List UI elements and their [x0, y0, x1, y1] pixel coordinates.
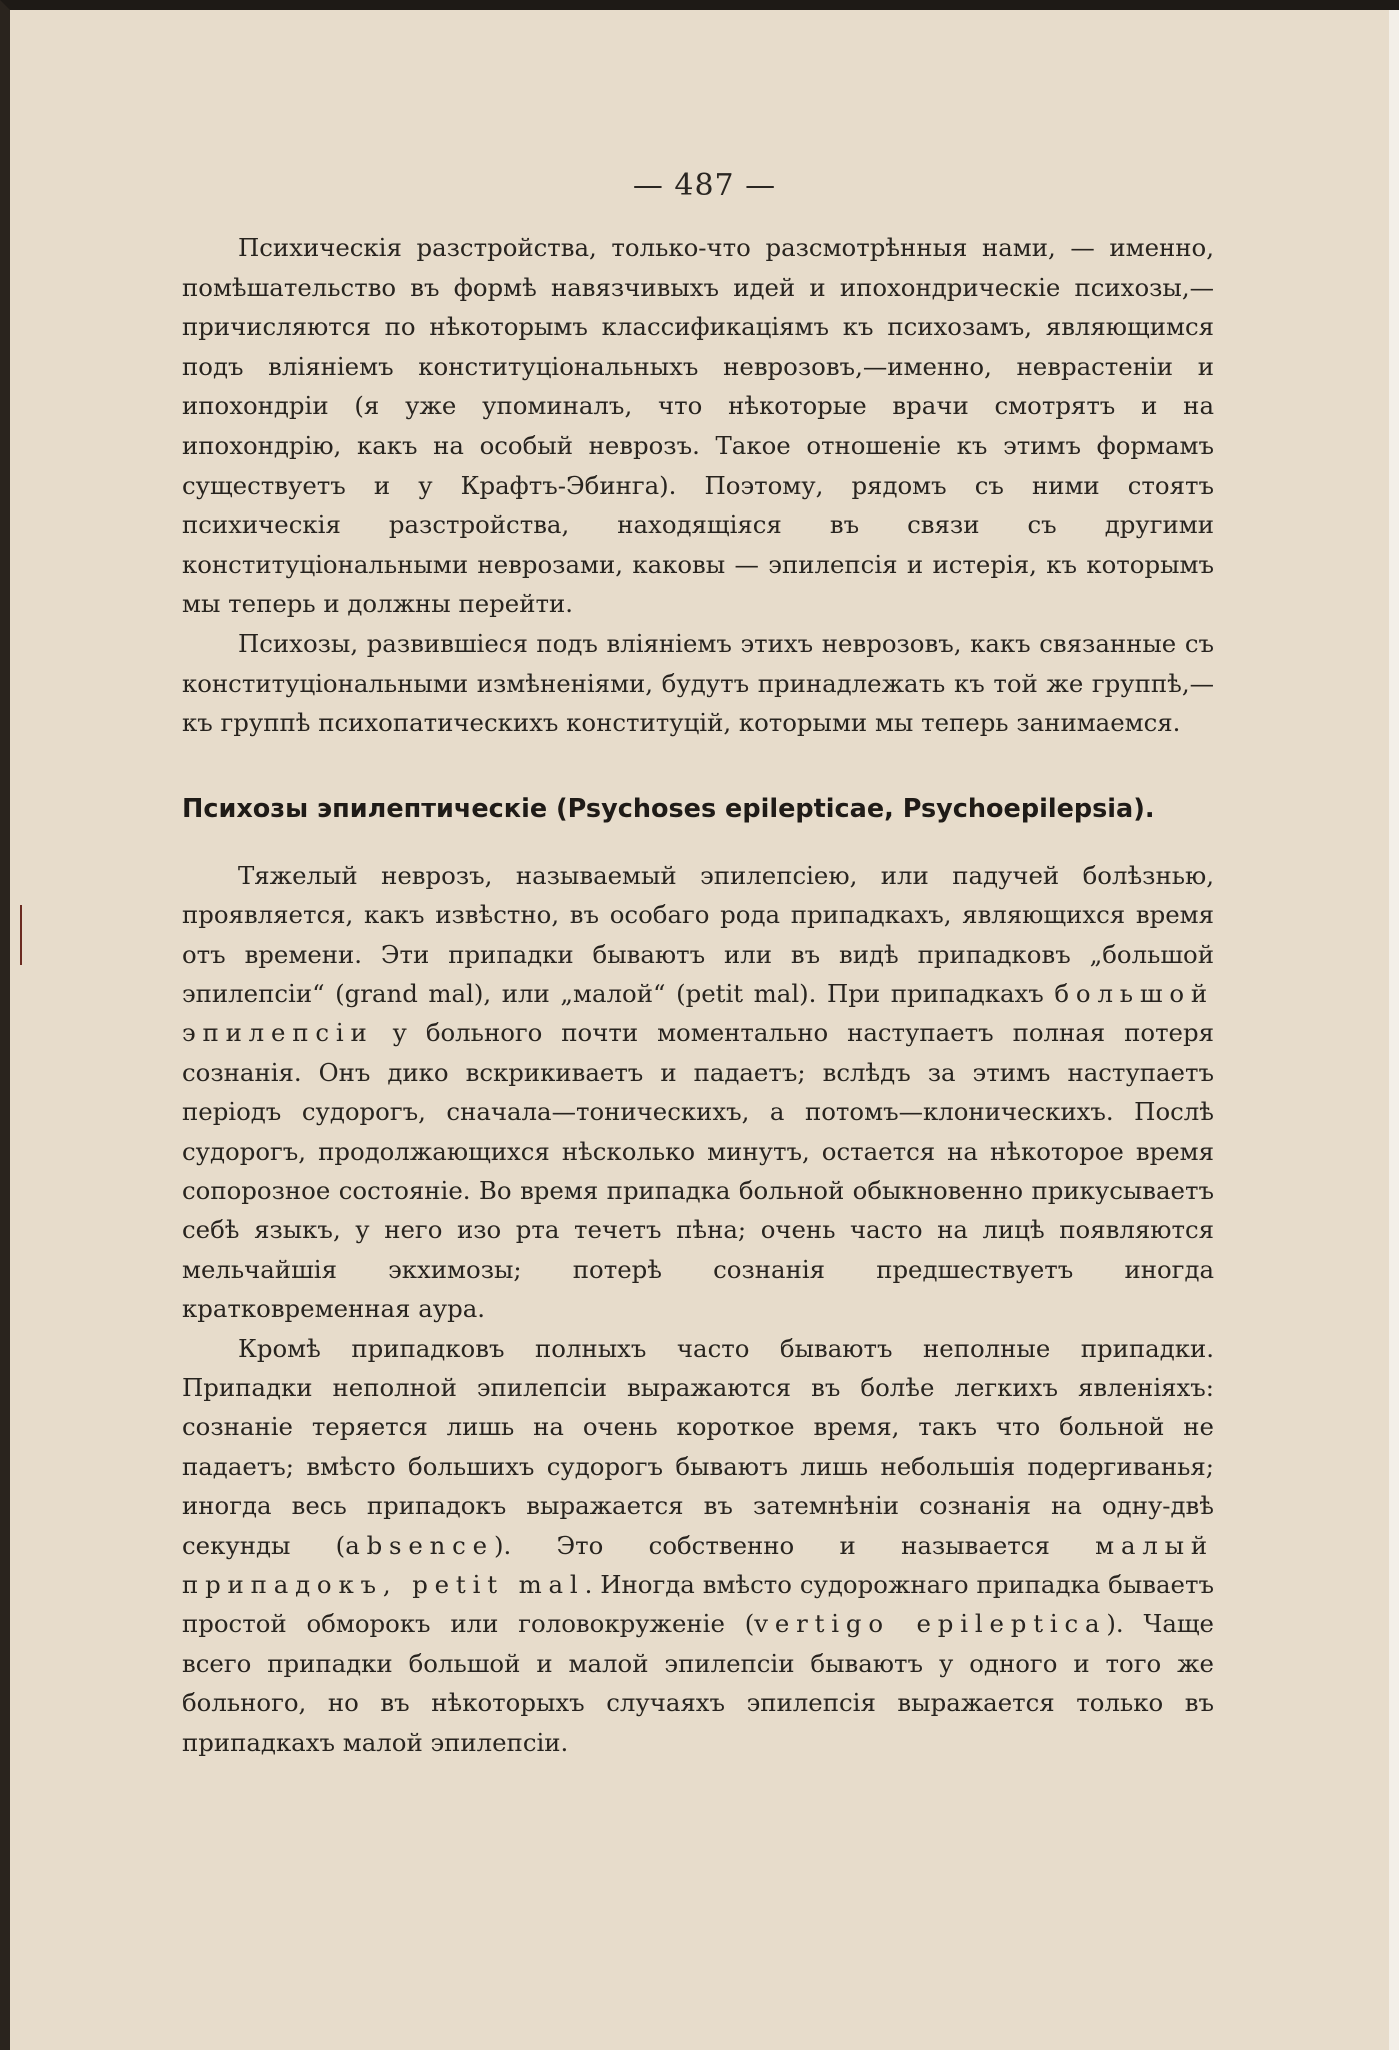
emphasis-text: vertigo epileptica [754, 1609, 1107, 1639]
text-run: Кромѣ припадковъ полныхъ часто бываютъ неполные припадки. Припадки неполной эпилепсіи выражаются въ болѣе легкихъ явленіяхъ: сознаніе теряется лишь на очень короткое время, такъ что больной не падаетъ; вмѣсто большихъ судорогъ бываютъ лишь небольшія подергиванья; иногда весь припадокъ выражается въ затемнѣніи сознанія на одну-двѣ секунды ( [182, 1333, 1214, 1560]
paragraph-3 [182, 856, 1214, 1329]
text-run: . Иногда вмѣсто судорожнаго припадка бываетъ простой обморокъ или головокруженіе ( [182, 1570, 1214, 1639]
text-run: ). Чаще всего припадки большой и малой эпилепсіи бываютъ у одного и того же больного, но въ нѣкоторыхъ случаяхъ эпилепсія выражается только въ припадкахъ малой эпилепсіи. [182, 1609, 1214, 1757]
paragraph-4 [182, 1329, 1214, 1762]
page-number: — 487 — [632, 168, 777, 203]
margin-mark [20, 905, 22, 965]
page-edge-strip [1389, 10, 1399, 2050]
paragraph-1: Психическія разстройства, только-что разсмотрѣнныя нами, — именно, помѣшательство въ формѣ навязчивыхъ идей и ипохондрическіе психозы,—причисляются по нѣкоторымъ классификаціямъ къ психозамъ, являющимся подъ вліяніемъ конституціональныхъ неврозовъ,—именно, неврастеніи и ипохондріи (я уже упоминалъ, что нѣкоторые врачи смотрятъ и на ипохондрію, какъ на особый неврозъ. Такое отношеніе къ этимъ формамъ существуетъ и у Крафтъ-Эбинга). Поэтому, рядомъ съ ними стоятъ психическія разстройства, находящіяся въ связи съ другими конституціональными неврозами, каковы — эпилепсія и истерія, къ которымъ мы теперь и должны перейти. [182, 233, 1214, 619]
text-run: у больного почти моментально наступаетъ полная потеря сознанія. Онъ дико вскрикиваетъ и падаетъ; вслѣдъ за этимъ наступаетъ періодъ судорогъ, сначала—тоническихъ, а потомъ—клоническихъ. Послѣ судорогъ, продолжающихся нѣсколько минутъ, остается на нѣкоторое время сопорозное состояніе. Во время припадка больной обыкновенно прикусываетъ себѣ языкъ, у него изо рта течетъ пѣна; очень часто на лицѣ появляются мельчайшія экхимозы; потерѣ сознанія предшествуетъ иногда кратковременная аура. [182, 1018, 1214, 1324]
body-text [182, 228, 1214, 1762]
paragraph-2: Психозы, развившіеся подъ вліяніемъ этихъ неврозовъ, какъ связанные съ конституціональными измѣненіями, будутъ принадлежать къ той же группѣ,—къ группѣ психопатическихъ конституцій, которыми мы теперь занимаемся. [182, 628, 1214, 738]
text-run: ). Это собственно и называется [493, 1530, 1096, 1560]
section-heading: Психозы эпилептическіе (Psychoses epilepticae, Psychoepilepsia). [182, 793, 1155, 824]
emphasis-text: absence [345, 1530, 494, 1560]
epilepsy-section [182, 856, 1214, 1762]
emphasis-text: малый припадокъ, petit mal [182, 1530, 1214, 1600]
emphasis-text: большой эпилепсіи [182, 978, 1214, 1048]
text-run: Тяжелый неврозъ, называемый эпилепсіею, или падучей болѣзнью, проявляется, какъ извѣстно, въ особаго рода припадкахъ, являющихся время отъ времени. Эти припадки бываютъ или въ видѣ припадковъ „большой эпилепсіи“ (grand mal), или „малой“ (petit mal). При припадкахъ [182, 860, 1214, 1008]
